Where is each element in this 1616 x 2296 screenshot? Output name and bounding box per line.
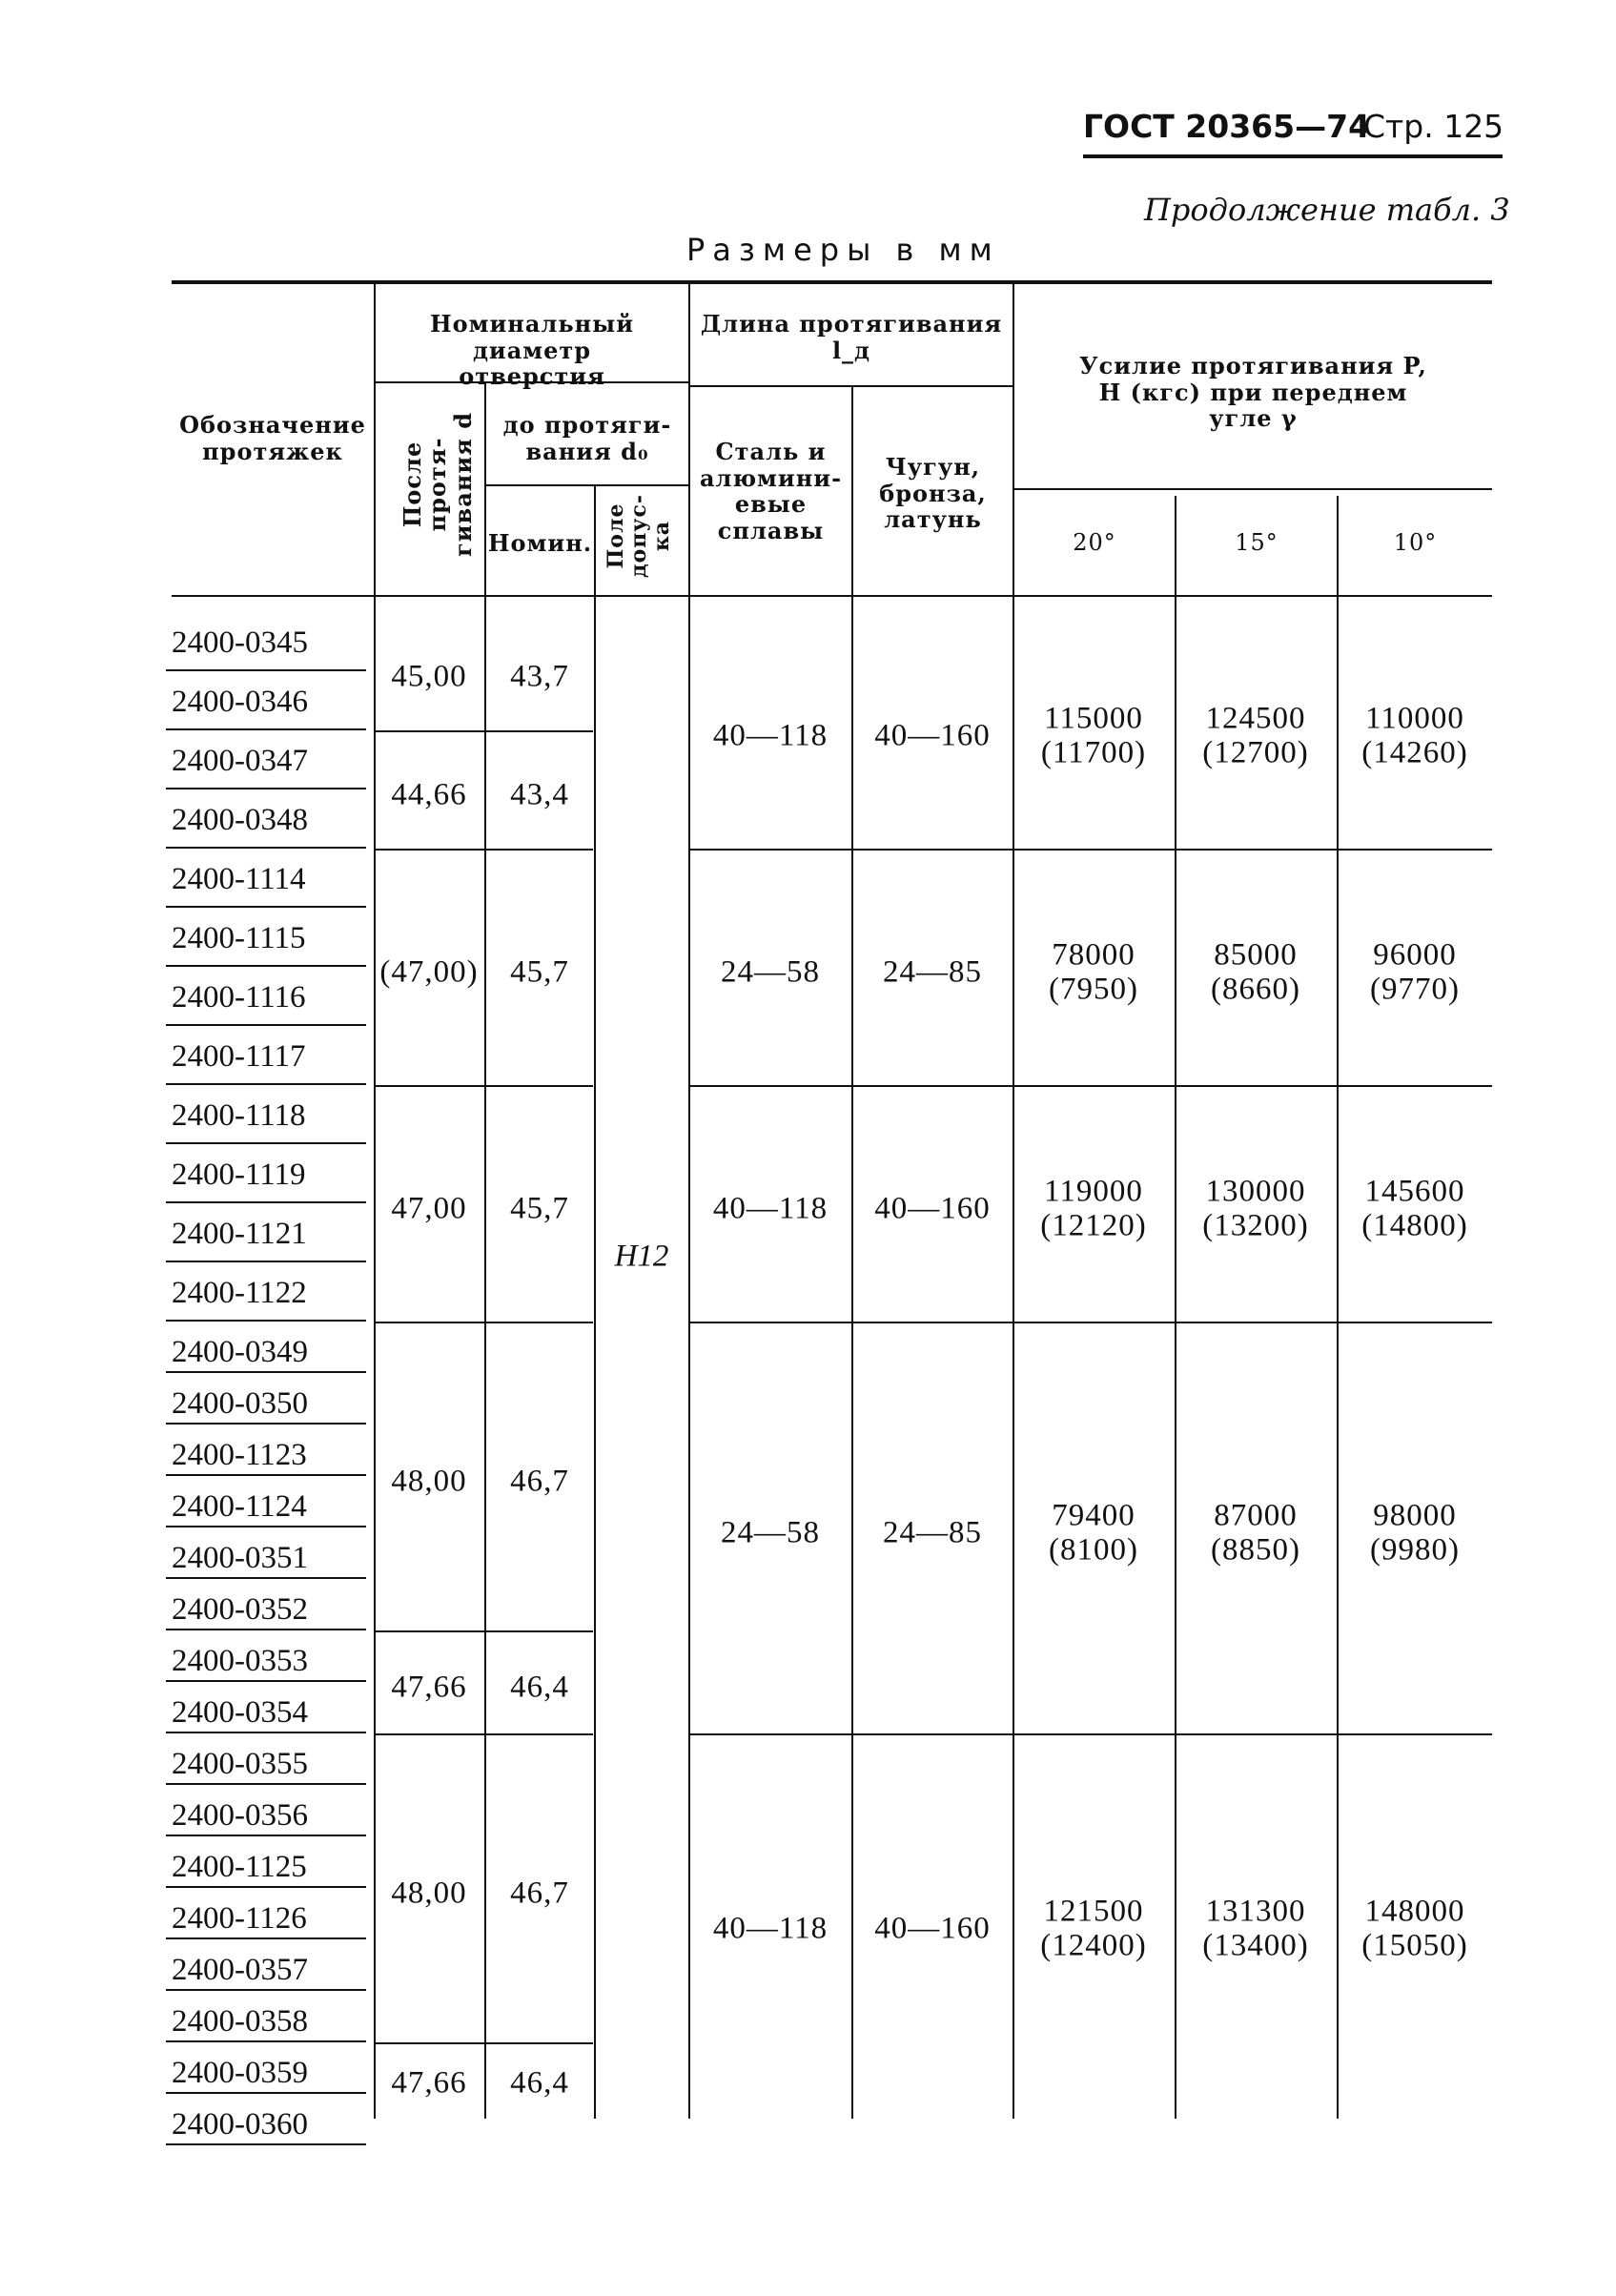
- row-underline: [166, 1261, 366, 1262]
- length-cast-iron: 40—160: [874, 718, 991, 753]
- row-underline: [166, 1732, 366, 1733]
- header-designation: Обозначение протяжек: [179, 411, 366, 465]
- force-10: 96000 (9770): [1370, 937, 1460, 1007]
- row-underline: [166, 906, 366, 908]
- row-underline: [166, 669, 366, 671]
- diameter-group-divider: [376, 2042, 593, 2044]
- divider-v: [594, 597, 596, 2119]
- designation-code: 2400-1123: [172, 1438, 307, 1472]
- force-15: 124500 (12700): [1202, 701, 1309, 770]
- designation-code: 2400-0358: [172, 2004, 308, 2039]
- force-20: 79400 (8100): [1049, 1498, 1138, 1568]
- row-underline: [166, 2143, 366, 2145]
- row-underline: [166, 1783, 366, 1785]
- divider-v: [688, 597, 690, 2119]
- row-underline: [166, 965, 366, 967]
- document-id: ГОСТ 20365—74: [1083, 108, 1371, 145]
- designation-code: 2400-1119: [172, 1158, 306, 1192]
- length-cast-iron: 24—85: [883, 1515, 982, 1550]
- length-cast-iron: 40—160: [874, 1191, 991, 1226]
- row-underline: [166, 1629, 366, 1630]
- row-underline: [166, 1989, 366, 1991]
- diameter-after: 47,00: [391, 1191, 467, 1226]
- row-underline: [166, 1142, 366, 1144]
- diameter-before: 43,4: [510, 777, 569, 812]
- divider-v: [1013, 597, 1014, 2119]
- row-underline: [166, 1680, 366, 1682]
- diameter-group-divider: [376, 1630, 593, 1632]
- divider-v: [851, 597, 853, 2119]
- designation-code: 2400-0352: [172, 1592, 308, 1627]
- designation-code: 2400-1115: [172, 921, 306, 955]
- header-cast-iron: Чугун, бронза, латунь: [879, 453, 987, 534]
- diameter-before: 46,7: [510, 1464, 569, 1499]
- designation-code: 2400-0351: [172, 1541, 308, 1575]
- designation-code: 2400-1116: [172, 980, 306, 1015]
- header-force: Усилие протягивания P, Н (кгс) при переднем угле γ: [1079, 352, 1427, 433]
- row-underline: [166, 1937, 366, 1939]
- row-underline: [166, 1320, 366, 1322]
- force-20: 115000 (11700): [1040, 701, 1147, 770]
- diameter-after: 48,00: [391, 1876, 467, 1911]
- header-length: Длина протягивания l_д: [700, 310, 1003, 364]
- designation-code: 2400-1121: [172, 1217, 307, 1251]
- header-nominal: Номин.: [487, 529, 593, 557]
- divider-h: [688, 385, 1013, 387]
- designation-code: 2400-0355: [172, 1747, 308, 1781]
- diameter-group-divider: [376, 1322, 593, 1323]
- diameter-after: 47,66: [391, 2065, 467, 2101]
- force-20: 119000 (12120): [1040, 1174, 1147, 1243]
- header-tolerance: Поле допус- ка: [603, 493, 675, 579]
- table-top-border: [172, 280, 1492, 284]
- row-underline: [166, 847, 366, 849]
- divider-v: [1175, 597, 1176, 2119]
- designation-code: 2400-0349: [172, 1335, 308, 1369]
- header-before-broaching: до протяги- вания d₀: [502, 411, 672, 465]
- length-steel: 24—58: [721, 954, 820, 990]
- length-steel: 40—118: [712, 1911, 828, 1946]
- designation-code: 2400-0359: [172, 2056, 308, 2090]
- header-bottom-border: [172, 595, 1492, 597]
- row-underline: [166, 2092, 366, 2094]
- length-steel: 40—118: [712, 718, 828, 753]
- divider-h: [484, 484, 688, 486]
- diameter-group-divider: [376, 849, 593, 851]
- row-underline: [166, 1024, 366, 1026]
- diameter-before: 45,7: [510, 954, 569, 990]
- diameter-group-divider: [376, 730, 593, 732]
- force-10: 145600 (14800): [1361, 1174, 1468, 1243]
- divider-v: [1337, 597, 1339, 2119]
- row-underline: [166, 2040, 366, 2042]
- designation-code: 2400-0347: [172, 744, 308, 778]
- diameter-after: 44,66: [391, 777, 467, 812]
- designation-code: 2400-1125: [172, 1850, 307, 1884]
- force-10: 110000 (14260): [1361, 701, 1468, 770]
- designation-code: 2400-1122: [172, 1276, 307, 1310]
- group-divider: [690, 1733, 1492, 1735]
- designation-code: 2400-0348: [172, 803, 308, 837]
- group-divider: [690, 849, 1492, 851]
- row-underline: [166, 1835, 366, 1836]
- header-angle-10: 10°: [1393, 529, 1438, 556]
- row-underline: [166, 1423, 366, 1425]
- diameter-before: 46,4: [510, 1670, 569, 1705]
- diameter-after: 45,00: [391, 659, 467, 694]
- diameter-after: 47,66: [391, 1670, 467, 1705]
- header-angle-15: 15°: [1235, 529, 1278, 556]
- designation-code: 2400-1126: [172, 1901, 307, 1936]
- diameter-before: 45,7: [510, 1191, 569, 1226]
- designation-code: 2400-0345: [172, 625, 308, 660]
- group-divider: [690, 1322, 1492, 1323]
- designation-code: 2400-1117: [172, 1039, 306, 1074]
- force-15: 130000 (13200): [1202, 1174, 1309, 1243]
- force-20: 121500 (12400): [1040, 1894, 1147, 1963]
- force-15: 87000 (8850): [1211, 1498, 1300, 1568]
- tolerance-field: H12: [614, 1239, 669, 1274]
- header-underline: [1083, 154, 1503, 158]
- row-underline: [166, 1886, 366, 1888]
- designation-code: 2400-1124: [172, 1489, 307, 1524]
- force-10: 98000 (9980): [1370, 1498, 1460, 1568]
- diameter-group-divider: [376, 1733, 593, 1735]
- diameter-after: 48,00: [391, 1464, 467, 1499]
- row-underline: [166, 1201, 366, 1203]
- header-nominal-diameter: Номинальный диаметр отверстия: [429, 310, 635, 391]
- group-divider: [690, 1085, 1492, 1087]
- row-underline: [166, 788, 366, 789]
- force-10: 148000 (15050): [1361, 1894, 1468, 1963]
- divider-v: [484, 597, 486, 2119]
- row-underline: [166, 1083, 366, 1085]
- length-steel: 24—58: [721, 1515, 820, 1550]
- length-steel: 40—118: [712, 1191, 828, 1226]
- table-continuation: Продолжение табл. 3: [1144, 192, 1510, 228]
- diameter-before: 46,7: [510, 1876, 569, 1911]
- diameter-before: 43,7: [510, 659, 569, 694]
- designation-code: 2400-0360: [172, 2107, 308, 2142]
- length-cast-iron: 40—160: [874, 1911, 991, 1946]
- header-angle-20: 20°: [1073, 529, 1116, 556]
- designation-code: 2400-0346: [172, 685, 308, 719]
- designation-code: 2400-0353: [172, 1644, 308, 1678]
- diameter-after: (47,00): [379, 954, 479, 990]
- divider-h: [1013, 488, 1492, 490]
- designation-code: 2400-0350: [172, 1386, 308, 1421]
- units-caption: Размеры в мм: [686, 232, 1000, 268]
- designation-code: 2400-1118: [172, 1098, 306, 1133]
- diameter-group-divider: [376, 1085, 593, 1087]
- row-underline: [166, 1371, 366, 1373]
- force-15: 131300 (13400): [1202, 1894, 1309, 1963]
- divider-v: [594, 486, 596, 595]
- designation-code: 2400-0354: [172, 1695, 308, 1730]
- divider-v: [374, 597, 376, 2119]
- length-cast-iron: 24—85: [883, 954, 982, 990]
- header-steel: Сталь и алюмини- евые сплавы: [699, 438, 843, 544]
- diameter-before: 46,4: [510, 2065, 569, 2101]
- header-after-broaching: После протя- гивания d: [399, 412, 477, 557]
- designation-code: 2400-0357: [172, 1953, 308, 1987]
- row-underline: [166, 1526, 366, 1527]
- designation-code: 2400-0356: [172, 1798, 308, 1833]
- force-15: 85000 (8660): [1211, 937, 1300, 1007]
- row-underline: [166, 1474, 366, 1476]
- page-number: Стр. 125: [1363, 108, 1504, 145]
- force-20: 78000 (7950): [1049, 937, 1138, 1007]
- row-underline: [166, 728, 366, 730]
- designation-code: 2400-1114: [172, 862, 306, 896]
- row-underline: [166, 1577, 366, 1579]
